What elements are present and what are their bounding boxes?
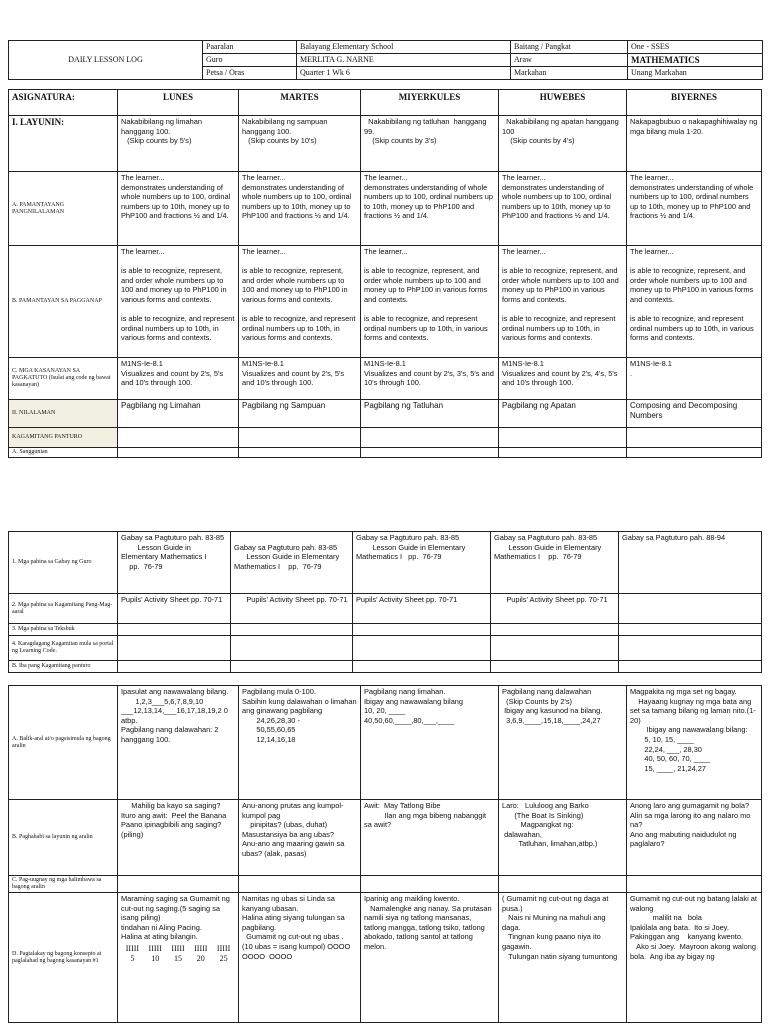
day-cell — [353, 636, 491, 661]
column-header-row — [9, 90, 762, 116]
header-key: Baitang / Pangkat — [511, 41, 628, 54]
day-cell: Gumamit ng cut-out ng batang lalaki at walong malilit na bola Ipakilala ang bata. Ito si Joey. Pakinggan ang kanyang kwento. Ako si Joey. Mayroon akong walong bola. Ang iba ay bigay ng — [627, 893, 762, 1023]
day-cell: Anong laro ang gumagamit ng bola? Alin sa mga larong ito ang nalaro mo na? Ano ang mabuting naidudulot ng paglalaro? — [627, 800, 762, 876]
day-cell — [491, 624, 619, 636]
header-key: Petsa / Oras — [203, 67, 297, 80]
row-label: 1. Mga pahina sa Gabay ng Guro — [9, 532, 118, 594]
tally-number: 10 — [151, 953, 160, 963]
lesson-row — [9, 428, 762, 448]
day-cell: Gabay sa Pagtuturo pah. 83-85 Lesson Guide in Elementary Mathematics I pp. 76-79 — [118, 532, 231, 594]
day-cell: Namitas ng ubas si Linda sa kanyang ubasan. Halina ating siyang tulungan sa pagbilang. Gumamit ng cut-out ng ubas . (10 ubas = isang kumpol) OOOO OOOO OOOO — [239, 893, 361, 1023]
row-label: KAGAMITANG PANTURO — [9, 428, 118, 448]
day-cell: M1NS-Ie-8.1 . — [627, 358, 762, 400]
row-label: C. Pag-uugnay ng mga halimbawa sa bagong aralin — [9, 876, 118, 893]
day-cell — [619, 624, 762, 636]
tally-mark: IIIII — [194, 943, 208, 953]
day-cell — [627, 876, 762, 893]
day-cell: Pupils' Activity Sheet pp. 70-71 — [231, 594, 353, 624]
column-header: MIYERKULES — [361, 90, 499, 116]
day-cell: Pupils' Activity Sheet pp. 70-71 — [118, 594, 231, 624]
day-cell — [499, 448, 627, 458]
day-cell: Pagbilang nang dalawahan (Skip Counts by 2's) Ibigay ang kasunod na bilang. 3,6,9,____,15,18,____,24,27 — [499, 686, 627, 800]
day-cell — [619, 594, 762, 624]
day-cell: Anu-anong prutas ang kumpol-kumpol pag pinipitas? (ubas, duhat) Masustansiya ba ang ubas? Anu-ano ang maaring gawin sa ubas? (alak, pasas) — [239, 800, 361, 876]
lesson-row — [9, 532, 762, 594]
day-cell: The learner... demonstrates understanding of whole numbers up to 100, ordinal numbers up to 10th, money up to PhP100 and fractions ½ and 1/4. — [627, 172, 762, 246]
day-cell — [361, 876, 499, 893]
day-cell: Nakabibilang ng tatluhan hanggang 99. (Skip counts by 3's) — [361, 116, 499, 172]
day-cell: Pagbilang ng Limahan — [118, 400, 239, 428]
day-cell: Laro: Lululoog ang Barko (The Boat Is Sinking) Magpangkat ng: dalawahan, Tatluhan, limahan,atbp.) — [499, 800, 627, 876]
column-header: LUNES — [118, 90, 239, 116]
tally-number: 15 — [173, 953, 182, 963]
day-cell — [499, 428, 627, 448]
day-cell — [118, 636, 231, 661]
day-cell — [231, 636, 353, 661]
day-cell: The learner... is able to recognize, represent, and order whole numbers up to 100 and money up to PhP100 in various forms and contexts. is able to recognize, and represent ordinal numbers up to 10th, in various forms and contexts. — [627, 246, 762, 358]
day-cell: Pagbilang ng Apatan — [499, 400, 627, 428]
lesson-row — [9, 358, 762, 400]
day-cell — [239, 448, 361, 458]
day-cell — [353, 661, 491, 673]
header-value: One - SSES — [628, 41, 763, 54]
day-cell — [353, 624, 491, 636]
row-label: II. NILALAMAN — [9, 400, 118, 428]
lesson-row — [9, 686, 762, 800]
day-cell: Nakapagbubuo o nakapaghihiwalay ng mga bilang mula 1-20. — [627, 116, 762, 172]
column-header: HUWEBES — [499, 90, 627, 116]
lesson-row — [9, 594, 762, 624]
tally-mark: IIIII — [125, 943, 140, 953]
lesson-table-objectives — [8, 89, 762, 458]
day-cell: Nakabibilang ng apatan hanggang 100 (Skip counts by 4's) — [499, 116, 627, 172]
day-cell — [627, 428, 762, 448]
day-cell: The learner... is able to recognize, represent, and order whole numbers up to 100 and money up to PhP100 in various forms and contexts. is able to recognize, and represent ordinal numbers up to 10th, in various forms and contexts. — [499, 246, 627, 358]
day-cell — [361, 428, 499, 448]
lesson-row — [9, 661, 762, 673]
lesson-row — [9, 400, 762, 428]
day-cell: Iparinig ang maikling kwento. Namalengke ang nanay. Sa prutasan namili siya ng tatlong mansanas, tatlong mangga, tatlong tsiko, tatlong abokado, tatlong santol at tatlong melon. — [361, 893, 499, 1023]
day-cell: Ipasulat ang nawawalang bilang. 1,2,3___5,6,7,8,9,10 ___12,13,14,___16,17,18,19,2 0 atbp. Pagbilang nang dalawahan: 2 hanggang 100. — [118, 686, 239, 800]
day-cell: Gabay sa Pagtuturo pah. 88-94 — [619, 532, 762, 594]
day-cell: Nakabibilang ng sampuan hanggang 100. (Skip counts by 10's) — [239, 116, 361, 172]
day-cell: Pupils' Activity Sheet pp. 70-71 — [353, 594, 491, 624]
day-cell — [491, 661, 619, 673]
header-key: Guro — [203, 54, 297, 67]
row-label: A. PAMANTAYANG PANGNILALAMAN — [9, 172, 118, 246]
header-key: Araw — [511, 54, 628, 67]
tally-mark: IIIII — [148, 943, 162, 953]
day-cell: The learner... is able to recognize, represent, and order whole numbers up to 100 and money up to PhP100 in various forms and contexts. is able to recognize, and represent ordinal numbers up to 10th, in various forms and contexts. — [118, 246, 239, 358]
row-label: 3. Mga pahina sa Teksbuk — [9, 624, 118, 636]
day-cell: Pagbilang ng Sampuan — [239, 400, 361, 428]
tally-number: 25 — [219, 953, 228, 963]
row-label: A. Balik-aral at/o pagsisimula ng bagong aralin — [9, 686, 118, 800]
day-cell — [118, 428, 239, 448]
day-cell: Nakabibilang ng limahan hanggang 100. (Skip counts by 5's) — [118, 116, 239, 172]
day-cell — [118, 448, 239, 458]
header-table — [8, 40, 763, 80]
day-cell — [231, 624, 353, 636]
lesson-table-procedures — [8, 685, 762, 1023]
tally-number: 5 — [130, 953, 135, 963]
day-cell: Composing and Decomposing Numbers — [627, 400, 762, 428]
day-cell — [361, 448, 499, 458]
day-cell — [499, 876, 627, 893]
day-cell: M1NS-Ie-8.1 Visualizes and count by 2's, 5's and 10's through 100. — [118, 358, 239, 400]
row-label: B. Paghahabi sa layunin ng aralin — [9, 800, 118, 876]
header-value-subject: MATHEMATICS — [628, 54, 763, 67]
day-cell: M1NS-Ie-8.1 Visualizes and count by 2's, 3's, 5's and 10's through 100. — [361, 358, 499, 400]
day-cell: Gabay sa Pagtuturo pah. 83-85 Lesson Guide in Elementary Mathematics I pp. 76-79 — [353, 532, 491, 594]
day-cell: The learner... demonstrates understanding of whole numbers up to 100, ordinal numbers up to 10th, money up to PhP100 and fractions ½ and 1/4. — [361, 172, 499, 246]
day-cell — [619, 636, 762, 661]
lesson-row — [9, 893, 762, 1023]
lesson-row — [9, 116, 762, 172]
lesson-row — [9, 636, 762, 661]
column-header: MARTES — [239, 90, 361, 116]
day-cell: Pagbilang ng Tatluhan — [361, 400, 499, 428]
row-label: B. PAMANTAYAN SA PAGGANAP — [9, 246, 118, 358]
day-cell: The learner... is able to recognize, represent, and order whole numbers up to 100 and money up to PhP100 in various forms and contexts. is able to recognize, and represent ordinal numbers up to 10th, in various forms and contexts. — [361, 246, 499, 358]
row-label: A. Sanggunian — [9, 448, 118, 458]
row-label: C. MGA KASANAYAN SA PAGKATUTO (Isulat ang code ng bawat kasanayan) — [9, 358, 118, 400]
day-cell: ( Gumamit ng cut-out ng daga at pusa.) Nais ni Muning na mahuli ang daga. Tingnan kung paano niya ito gagawin. Tulungan natin siyang tumuntong — [499, 893, 627, 1023]
day-cell: The learner... demonstrates understanding of whole numbers up to 100, ordinal numbers up to 10th, money up to PhP100 and fractions ½ and 1/4. — [118, 172, 239, 246]
lesson-row — [9, 246, 762, 358]
day-cell — [239, 876, 361, 893]
day-cell: M1NS-Ie-8.1 Visualizes and count by 2's, 5's and 10's through 100. — [239, 358, 361, 400]
day-cell: The learner... demonstrates understanding of whole numbers up to 100, ordinal numbers up to 10th, money up to PhP100 and fractions ½ and 1/4. — [499, 172, 627, 246]
tally-mark: IIIII — [171, 943, 185, 953]
row-label: 4. Karagdagang Kagamitan mula sa portal ng Learning Code. — [9, 636, 118, 661]
lesson-row — [9, 876, 762, 893]
row-label: D. Pagtalakay ng bagong konsepto at paglalahad ng bagong kasanayan #1 — [9, 893, 118, 1023]
day-cell: Mahilig ba kayo sa saging? Ituro ang awit: Peel the Banana Paano ipinagbibili ang saging?(piling) — [118, 800, 239, 876]
lesson-row — [9, 624, 762, 636]
day-cell: Gabay sa Pagtuturo pah. 83-85 Lesson Guide in Elementary Mathematics I pp. 76-79 — [231, 532, 353, 594]
day-cell: The learner... is able to recognize, represent, and order whole numbers up to 100 and money up to PhP100 in various forms and contexts. is able to recognize, and represent ordinal numbers up to 10th, in various forms and contexts. — [239, 246, 361, 358]
day-cell — [118, 661, 231, 673]
header-key: Paaralan — [203, 41, 297, 54]
column-header: ASIGNATURA: — [9, 90, 118, 116]
lesson-row — [9, 800, 762, 876]
lesson-table-references — [8, 531, 762, 673]
header-value: MERLITA G. NARNE — [297, 54, 511, 67]
day-cell — [231, 661, 353, 673]
day-cell — [239, 428, 361, 448]
lesson-row — [9, 448, 762, 458]
row-label: 2. Mga pahina sa Kagamitang Pang-Mag-aaral — [9, 594, 118, 624]
document-title: DAILY LESSON LOG — [9, 41, 203, 80]
day-cell: M1NS-Ie-8.1 Visualizes and count by 2's, 4's, 5's and 10's through 100. — [499, 358, 627, 400]
row-label: I. LAYUNIN: — [9, 116, 118, 172]
row-label: B. Iba pang Kagamitang panturo — [9, 661, 118, 673]
day-cell: Awit: May Tatlong Bibe Ilan ang mga bibeng nabanggit sa awit? — [361, 800, 499, 876]
day-cell: Pupils' Activity Sheet pp. 70-71 — [491, 594, 619, 624]
column-header: BIYERNES — [627, 90, 762, 116]
day-cell: The learner... demonstrates understanding of whole numbers up to 100, ordinal numbers up to 10th, money up to PhP100 and fractions ½ and 1/4. — [239, 172, 361, 246]
day-cell — [118, 624, 231, 636]
day-cell — [619, 661, 762, 673]
day-cell: Pagbilang nang limahan. Ibigay ang nawawalang bilang 10, 20, ____ 40,50,60,____,80,___,____ — [361, 686, 499, 800]
header-value: Balayang Elementary School — [297, 41, 511, 54]
lesson-row — [9, 172, 762, 246]
day-cell — [118, 876, 239, 893]
day-cell: Magpakita ng mga set ng bagay. Hayaang kugnay ng mga bata ang set sa tamang bilang ng laman nito.(1-20) Ibigay ang nawawalang bilang: 5, 10, 15, ____ 22,24, ___, 28,30 40, 50, 60, 70, ____ 15, ____, 21,24,27 — [627, 686, 762, 800]
tally-figure — [121, 944, 235, 963]
day-cell: Gabay sa Pagtuturo pah. 83-85 Lesson Guide in Elementary Mathematics I pp. 76-79 — [491, 532, 619, 594]
header-value: Unang Markahan — [628, 67, 763, 80]
header-value: Quarter 1 Wk 6 — [297, 67, 511, 80]
header-key: Markahan — [511, 67, 628, 80]
day-cell: Maraming saging sa Gumamit ng cut-out ng saging.(5 saging sa isang piling) tindahan ni Aling Pacing. Halina at ating bilangin. IIIII IIIII IIIII IIIII IIIII 5 10 15 20 25 — [118, 893, 239, 1023]
day-cell: Pagbilang mula 0-100. Sabihin kung dalawahan o limahan ang ginawang pagbilang 24,26,28,30 - 50,55,60,65 12,14,16,18 — [239, 686, 361, 800]
day-cell — [491, 636, 619, 661]
day-cell — [627, 448, 762, 458]
tally-mark: IIIII — [216, 943, 231, 953]
tally-number: 20 — [196, 953, 205, 963]
